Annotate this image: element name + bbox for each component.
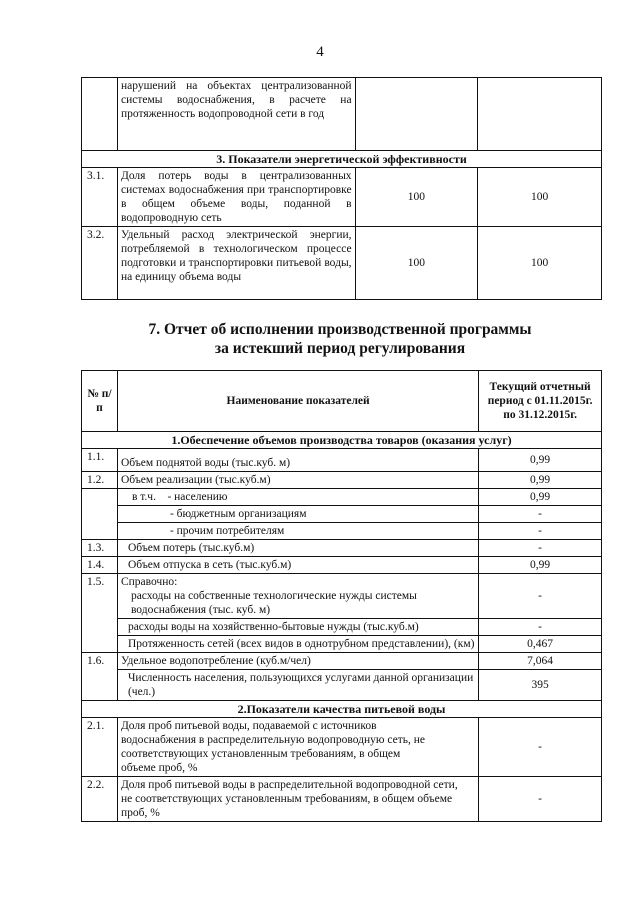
table-row bbox=[82, 540, 602, 557]
table-row bbox=[82, 78, 602, 151]
row-text: - бюджетным организациям bbox=[117, 506, 478, 523]
table-row bbox=[82, 523, 602, 540]
row-value: - bbox=[479, 574, 602, 619]
table-row bbox=[82, 574, 602, 619]
row-value: - bbox=[479, 523, 602, 540]
continued-row-text: нарушений на объектах централизованной системы водоснабжения, в расчете на протяженность водопроводной сети в год bbox=[117, 78, 355, 151]
row-number: 1.1. bbox=[82, 449, 118, 472]
header-row bbox=[82, 371, 602, 432]
energy-efficiency-table bbox=[81, 77, 602, 300]
header-num: № п/п bbox=[82, 371, 118, 432]
row-value-actual: 100 bbox=[478, 227, 602, 300]
section-7-title bbox=[0, 320, 640, 358]
table-row bbox=[82, 777, 602, 822]
row-value: 0,99 bbox=[479, 449, 602, 472]
row-text: Объем реализации (тыс.куб.м) bbox=[117, 472, 478, 489]
table-row bbox=[82, 653, 602, 670]
table-row bbox=[82, 449, 602, 472]
table-row bbox=[82, 506, 602, 523]
row-value: - bbox=[479, 540, 602, 557]
row-number: 2.2. bbox=[82, 777, 118, 822]
table-row bbox=[82, 636, 602, 653]
row-value: 0,99 bbox=[479, 472, 602, 489]
household-needs-text: расходы воды на хозяйственно-бытовые нужды (тыс.куб.м) bbox=[117, 619, 478, 636]
table-row bbox=[82, 557, 602, 574]
row-number: 1.5. bbox=[82, 574, 118, 619]
row-value: - bbox=[479, 777, 602, 822]
table-row bbox=[82, 489, 602, 506]
table-row bbox=[82, 619, 602, 636]
title-line-2: за истекший период регулирования bbox=[214, 340, 466, 357]
row-number: 2.1. bbox=[82, 718, 118, 777]
program-report-table bbox=[81, 370, 602, 822]
row-text: Удельный расход электрической энергии, потребляемой в технологическом процессе подготовки и транспортировки питьевой воды, на единицу объема воды bbox=[117, 227, 355, 300]
row-text: Объем потерь (тыс.куб.м) bbox=[117, 540, 478, 557]
row-text: Удельное водопотребление (куб.м/чел) bbox=[117, 653, 478, 670]
row-value: 395 bbox=[479, 670, 602, 701]
row-value: - bbox=[479, 718, 602, 777]
row-text: Доля проб питьевой воды в распределительной водопроводной сети, не соответствующих установленным требованиям, в общем объеме проб, % bbox=[117, 777, 478, 822]
row-value-actual: 100 bbox=[478, 168, 602, 227]
table-row bbox=[82, 670, 602, 701]
header-name: Наименование показателей bbox=[117, 371, 478, 432]
row-number: 1.4. bbox=[82, 557, 118, 574]
row-number: 1.3. bbox=[82, 540, 118, 557]
population-text: Численность населения, пользующихся услугами данной организации (чел.) bbox=[117, 670, 478, 701]
table-row bbox=[82, 168, 602, 227]
table-row bbox=[82, 472, 602, 489]
row-number: 3.1. bbox=[82, 168, 118, 227]
title-line-1: 7. Отчет об исполнении производственной программы bbox=[148, 321, 532, 338]
row-text: - прочим потребителям bbox=[117, 523, 478, 540]
section-3-heading: 3. Показатели энергетической эффективности bbox=[82, 151, 602, 168]
row-text: Объем отпуска в сеть (тыс.куб.м) bbox=[117, 557, 478, 574]
section-2-heading: 2.Показатели качества питьевой воды bbox=[82, 701, 602, 718]
table-row bbox=[82, 718, 602, 777]
header-period: Текущий отчетный период с 01.11.2015г. по 31.12.2015г. bbox=[479, 371, 602, 432]
row-value: 0,99 bbox=[479, 557, 602, 574]
row-text: Доля потерь воды в централизованных системах водоснабжения при транспортировке в общем объеме воды, поданной в водопроводную сеть bbox=[117, 168, 355, 227]
row-value-plan: 100 bbox=[355, 168, 478, 227]
row-value: 0,99 bbox=[479, 489, 602, 506]
row-value: 0,467 bbox=[479, 636, 602, 653]
row-value: - bbox=[479, 619, 602, 636]
page-number: 4 bbox=[316, 44, 324, 60]
row-value: - bbox=[479, 506, 602, 523]
network-length-text: Протяженность сетей (всех видов в однотрубном представлении), (км) bbox=[117, 636, 478, 653]
table-row bbox=[82, 227, 602, 300]
row-text bbox=[117, 574, 478, 619]
reference-label: Справочно: bbox=[120, 576, 178, 588]
row-value-plan: 100 bbox=[355, 227, 478, 300]
row-number: 1.2. bbox=[82, 472, 118, 489]
section-1-heading: 1.Обеспечение объемов производства товаров (оказания услуг) bbox=[82, 432, 602, 449]
row-number: 3.2. bbox=[82, 227, 118, 300]
row-value: 7,064 bbox=[479, 653, 602, 670]
row-number: 1.6. bbox=[82, 653, 118, 670]
own-needs-text: расходы на собственные технологические нужды системы водоснабжения (тыс. куб. м) bbox=[130, 590, 417, 616]
row-text: Доля проб питьевой воды, подаваемой с источников водоснабжения в распределительную водопроводную сеть, не соответствующих установленным требованиям, в общем объеме проб, % bbox=[117, 718, 478, 777]
row-text: Объем поднятой воды (тыс.куб. м) bbox=[117, 449, 478, 472]
row-text: в т.ч. - населению bbox=[117, 489, 478, 506]
